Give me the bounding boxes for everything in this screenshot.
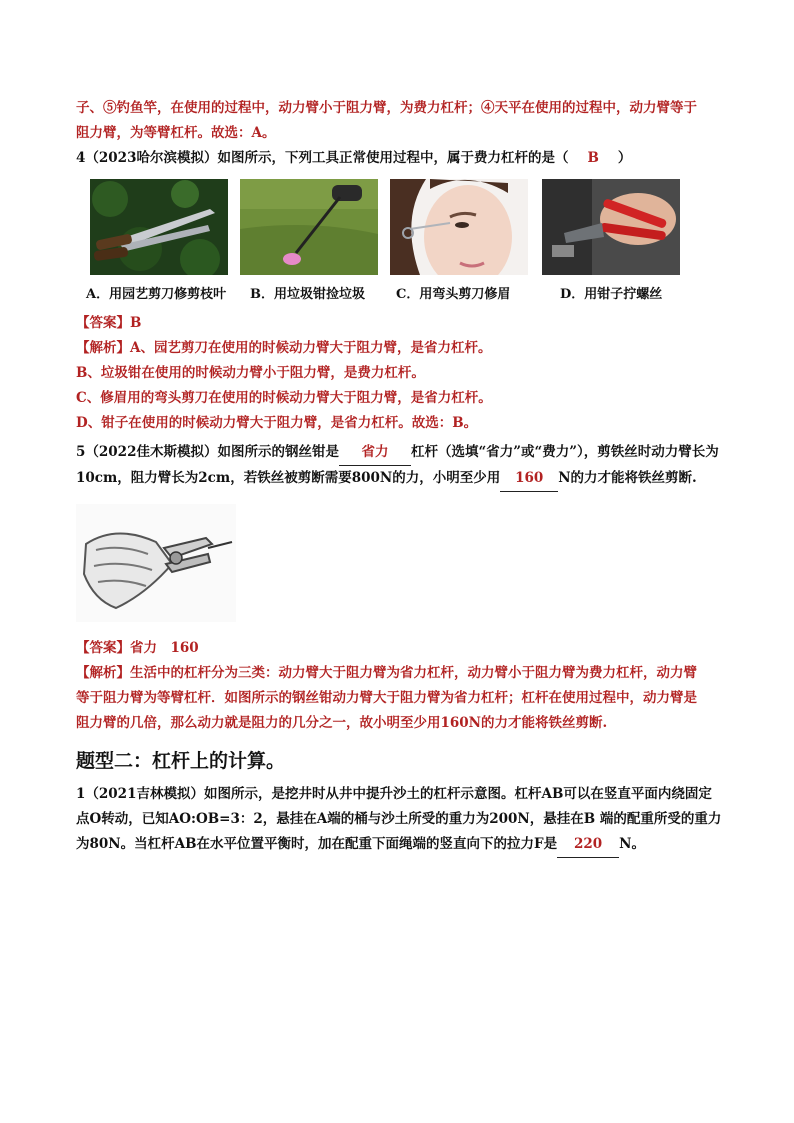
s2q1-line-3 (76, 832, 726, 858)
q5-stem-b: 杠杆（选填“省力”或“费力”），剪铁丝时动力臂长为 (410, 444, 719, 460)
option-c: C．用弯头剪刀修眉 (396, 287, 511, 302)
option-d: D．用钳子拧螺丝 (560, 287, 663, 302)
q4-answer: 【答案】B (76, 315, 142, 331)
q4-stem (76, 146, 726, 171)
document-body (76, 96, 726, 858)
q5-line2-a: 10cm，阻力臂长为2cm，若铁丝被剪断需要800N的力，小明至少用 (76, 470, 501, 486)
q4-analysis-b: B、垃圾钳在使用的时候动力臂小于阻力臂，是费力杠杆。 (76, 365, 425, 381)
q4-stem-end: ） (617, 150, 632, 166)
q4-stem-text: 4（2023哈尔滨模拟）如图所示，下列工具正常使用过程中，属于费力杠杆的是（ (76, 150, 569, 166)
q5-stem-a: 5（2022佳木斯模拟）如图所示的钢丝钳是 (76, 444, 339, 460)
s2q1-line-2: 点O转动，已知AO:OB=3：2，悬挂在A端的桶与沙土所受的重力为200N，悬挂在B 端的配重所受的重力 (76, 811, 722, 827)
q5-analysis-1: 【解析】生活中的杠杆分为三类：动力臂大于阻力臂为省力杠杆，动力臂小于阻力臂为费力杠杆，动力臂 (76, 665, 697, 681)
q5-answer: 【答案】省力 160 (76, 640, 199, 656)
s2q1-blank: 220 (557, 832, 619, 858)
q5-analysis-2: 等于阻力臂为等臂杠杆．如图所示的钢丝钳动力臂大于阻力臂为省力杠杆；杠杆在使用过程中，动力臂是 (76, 690, 697, 706)
s2q1-line3-b: N。 (619, 836, 645, 852)
prev-analysis-line-2: 阻力臂，为等臂杠杆。故选：A。 (76, 125, 276, 141)
photo-pliers (542, 179, 680, 275)
q4-photos (76, 179, 726, 277)
photo-garden-shears (90, 179, 228, 275)
photo-eyebrow-scissors (390, 179, 528, 275)
s2q1-line3-a: 为80N。当杠杆AB在水平位置平衡时，加在配重下面绳端的竖直向下的拉力F是 (76, 836, 558, 852)
q4-analysis-c: C、修眉用的弯头剪刀在使用的时候动力臂大于阻力臂，是省力杠杆。 (76, 390, 492, 406)
q4-answer-fill: B (587, 150, 599, 166)
q5-stem-line-1 (76, 440, 726, 466)
q4-analysis-d: D、钳子在使用的时候动力臂大于阻力臂，是省力杠杆。故选：B。 (76, 415, 478, 431)
option-b: B．用垃圾钳捡垃圾 (250, 287, 365, 302)
option-a: A．用园艺剪刀修剪枝叶 (86, 287, 227, 302)
q5-stem-line-2 (76, 466, 726, 492)
photo-trash-grabber (240, 179, 378, 275)
section-title: 题型二：杠杆上的计算。 (76, 750, 286, 772)
q4-analysis-a: 【解析】A、园艺剪刀在使用的时候动力臂大于阻力臂，是省力杠杆。 (76, 340, 492, 356)
q4-options (76, 283, 726, 311)
q5-blank-2: 160 (500, 466, 558, 492)
q5-analysis-3: 阻力臂的几倍，那么动力就是阻力的几分之一，故小明至少用160N的力才能将铁丝剪断. (76, 715, 608, 731)
prev-analysis-line-1: 子、⑤钓鱼竿，在使用的过程中，动力臂小于阻力臂，为费力杠杆；④天平在使用的过程中，动力臂等于 (76, 100, 697, 116)
q5-line2-b: N的力才能将铁丝剪断. (558, 470, 697, 486)
s2q1-line-1: 1（2021吉林模拟）如图所示，是挖井时从井中提升沙土的杠杆示意图。杠杆AB可以在竖直平面内绕固定 (76, 786, 712, 802)
q5-blank-1: 省力 (339, 440, 411, 466)
figure-wire-cutter (76, 504, 236, 622)
